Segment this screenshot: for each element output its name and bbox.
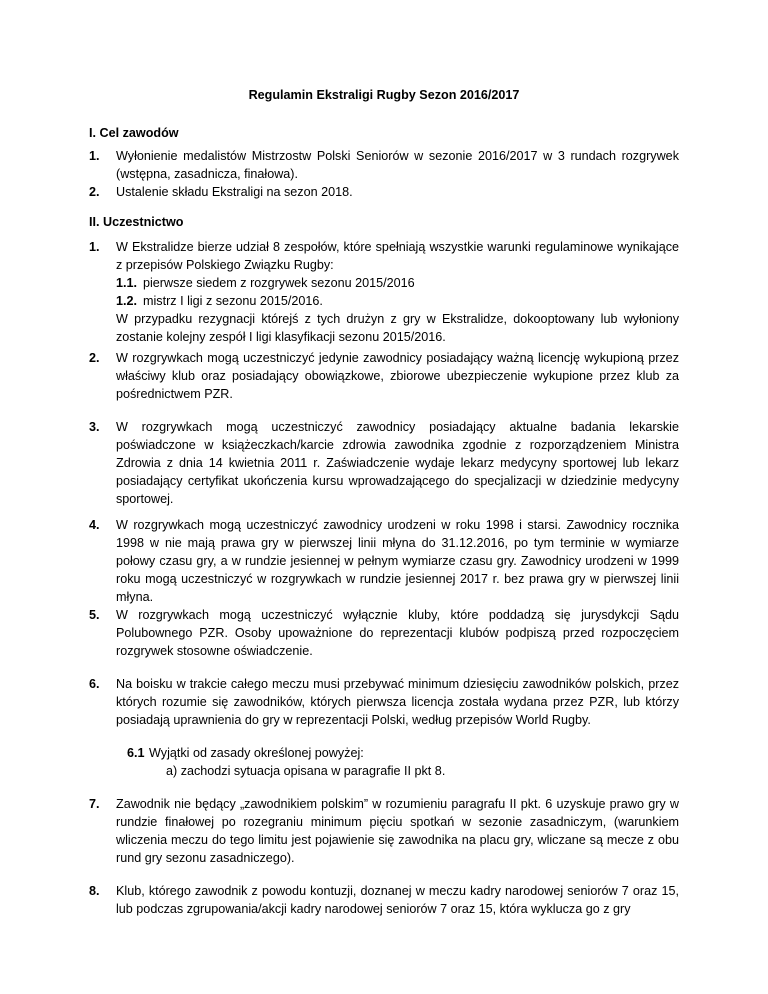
sub-item-number: 1.2. (116, 294, 138, 308)
list-item (89, 675, 679, 729)
sub-item (116, 292, 679, 310)
item-text: W Ekstralidze bierze udział 8 zespołów, które spełniają wszystkie warunki regulaminowe wynikające z przepisów Polskiego Związku Rugby: (116, 240, 679, 272)
list-item (89, 238, 679, 346)
item-number: 7. (89, 797, 100, 811)
list-item (89, 606, 679, 660)
item-number: 2. (89, 185, 100, 199)
sub-item-number: 6.1 (127, 746, 145, 760)
list-item (89, 349, 679, 403)
item-text: Ustalenie składu Ekstraligi na sezon 2018. (116, 185, 353, 199)
item-number: 1. (89, 149, 100, 163)
list-item (89, 418, 679, 508)
list-item (89, 147, 679, 183)
item-number: 8. (89, 884, 100, 898)
item-text: W rozgrywkach mogą uczestniczyć zawodnicy posiadający aktualne badania lekarskie poświadczone w książeczkach/karcie zdrowia zawodnika zgodnie z rozporządzeniem Ministra Zdrowia z dnia 14 kwietnia 2011 r. Zaświadczenie wydaje lekarz medycyny sportowej lub lekarz posiadający certyfikat ukończenia kursu wprowadzającego do specjalizacji w dziedzinie medycyny sportowej. (116, 420, 679, 506)
item-text: W rozgrywkach mogą uczestniczyć wyłącznie kluby, które poddadzą się jurysdykcji Sądu Polubownego PZR. Osoby upoważnione do reprezentacji klubów podpiszą przed rozpoczęciem rozgrywek stosowne oświadczenie. (116, 608, 679, 658)
sub-sub-item: a) zachodzi sytuacja opisana w paragrafie II pkt 8. (166, 764, 446, 778)
sub-item (116, 274, 679, 292)
item-text: W rozgrywkach mogą uczestniczyć zawodnicy urodzeni w roku 1998 i starsi. Zawodnicy rocznika 1998 w nie mają prawa gry w pierwszej linii młyna do 31.12.2016, po tym terminie w wymiarze połowy czasu gry, a w rundzie jesiennej w pełnym wymiarze czasu gry. Zawodnicy urodzeni w 1999 roku mogą uczestniczyć w rozgrywkach w rundzie jesiennej 2017 r. bez prawa gry w pierwszej linii młyna. (116, 518, 679, 604)
item-number: 1. (89, 240, 100, 254)
sub-item-number: 1.1. (116, 276, 138, 290)
sub-item-text: Wyjątki od zasady określonej powyżej: (149, 746, 364, 760)
sub-item (127, 744, 687, 780)
section-heading-1: I. Cel zawodów (89, 126, 179, 140)
item-text: Klub, którego zawodnik z powodu kontuzji, doznanej w meczu kadry narodowej seniorów 7 oraz 15, lub podczas zgrupowania/akcji kadry narodowej seniorów 7 oraz 15, która wyklucza go z gry (116, 884, 679, 916)
item-number: 5. (89, 608, 100, 622)
item-number: 4. (89, 518, 100, 532)
item-text: W rozgrywkach mogą uczestniczyć jedynie zawodnicy posiadający ważną licencję wykupioną przez właściwy klub oraz posiadający obowiązkowe, zbiorowe ubezpieczenie wykupione przez klub za pośrednictwem PZR. (116, 351, 679, 401)
list-item (89, 882, 679, 918)
item-text: Wyłonienie medalistów Mistrzostw Polski Seniorów w sezonie 2016/2017 w 3 rundach rozgrywek (wstępna, zasadnicza, finałowa). (116, 149, 679, 181)
item-number: 6. (89, 677, 100, 691)
list-item (89, 183, 679, 201)
list-item (89, 516, 679, 606)
section-heading-2: II. Uczestnictwo (89, 215, 184, 229)
document-title: Regulamin Ekstraligi Rugby Sezon 2016/2017 (248, 88, 520, 102)
item-text: W przypadku rezygnacji którejś z tych drużyn z gry w Ekstralidze, dokooptowany lub wyłoniony zostanie kolejny zespół I ligi klasyfikacji sezonu 2015/2016. (116, 312, 679, 344)
sub-item-text: mistrz I ligi z sezonu 2015/2016. (143, 294, 323, 308)
item-number: 3. (89, 420, 100, 434)
list-item (89, 795, 679, 867)
item-text: Zawodnik nie będący „zawodnikiem polskim” w rozumieniu paragrafu II pkt. 6 uzyskuje prawo gry w rundzie finałowej po rozegraniu minimum pięciu spotkań w sezonie zasadniczym, (warunkiem wliczenia meczu do tego limitu jest pojawienie się zawodnika na placu gry, wliczane są mecze z obu rund gry sezonu zasadniczego). (116, 797, 679, 865)
item-text: Na boisku w trakcie całego meczu musi przebywać minimum dziesięciu zawodników polskich, przez których rozumie się zawodników, których pierwsza licencja została wydana przez PZR, lub którzy posiadają uprawnienia do gry w reprezentacji Polski, według przepisów World Rugby. (116, 677, 679, 727)
sub-item-text: pierwsze siedem z rozgrywek sezonu 2015/2016 (143, 276, 415, 290)
item-number: 2. (89, 351, 100, 365)
